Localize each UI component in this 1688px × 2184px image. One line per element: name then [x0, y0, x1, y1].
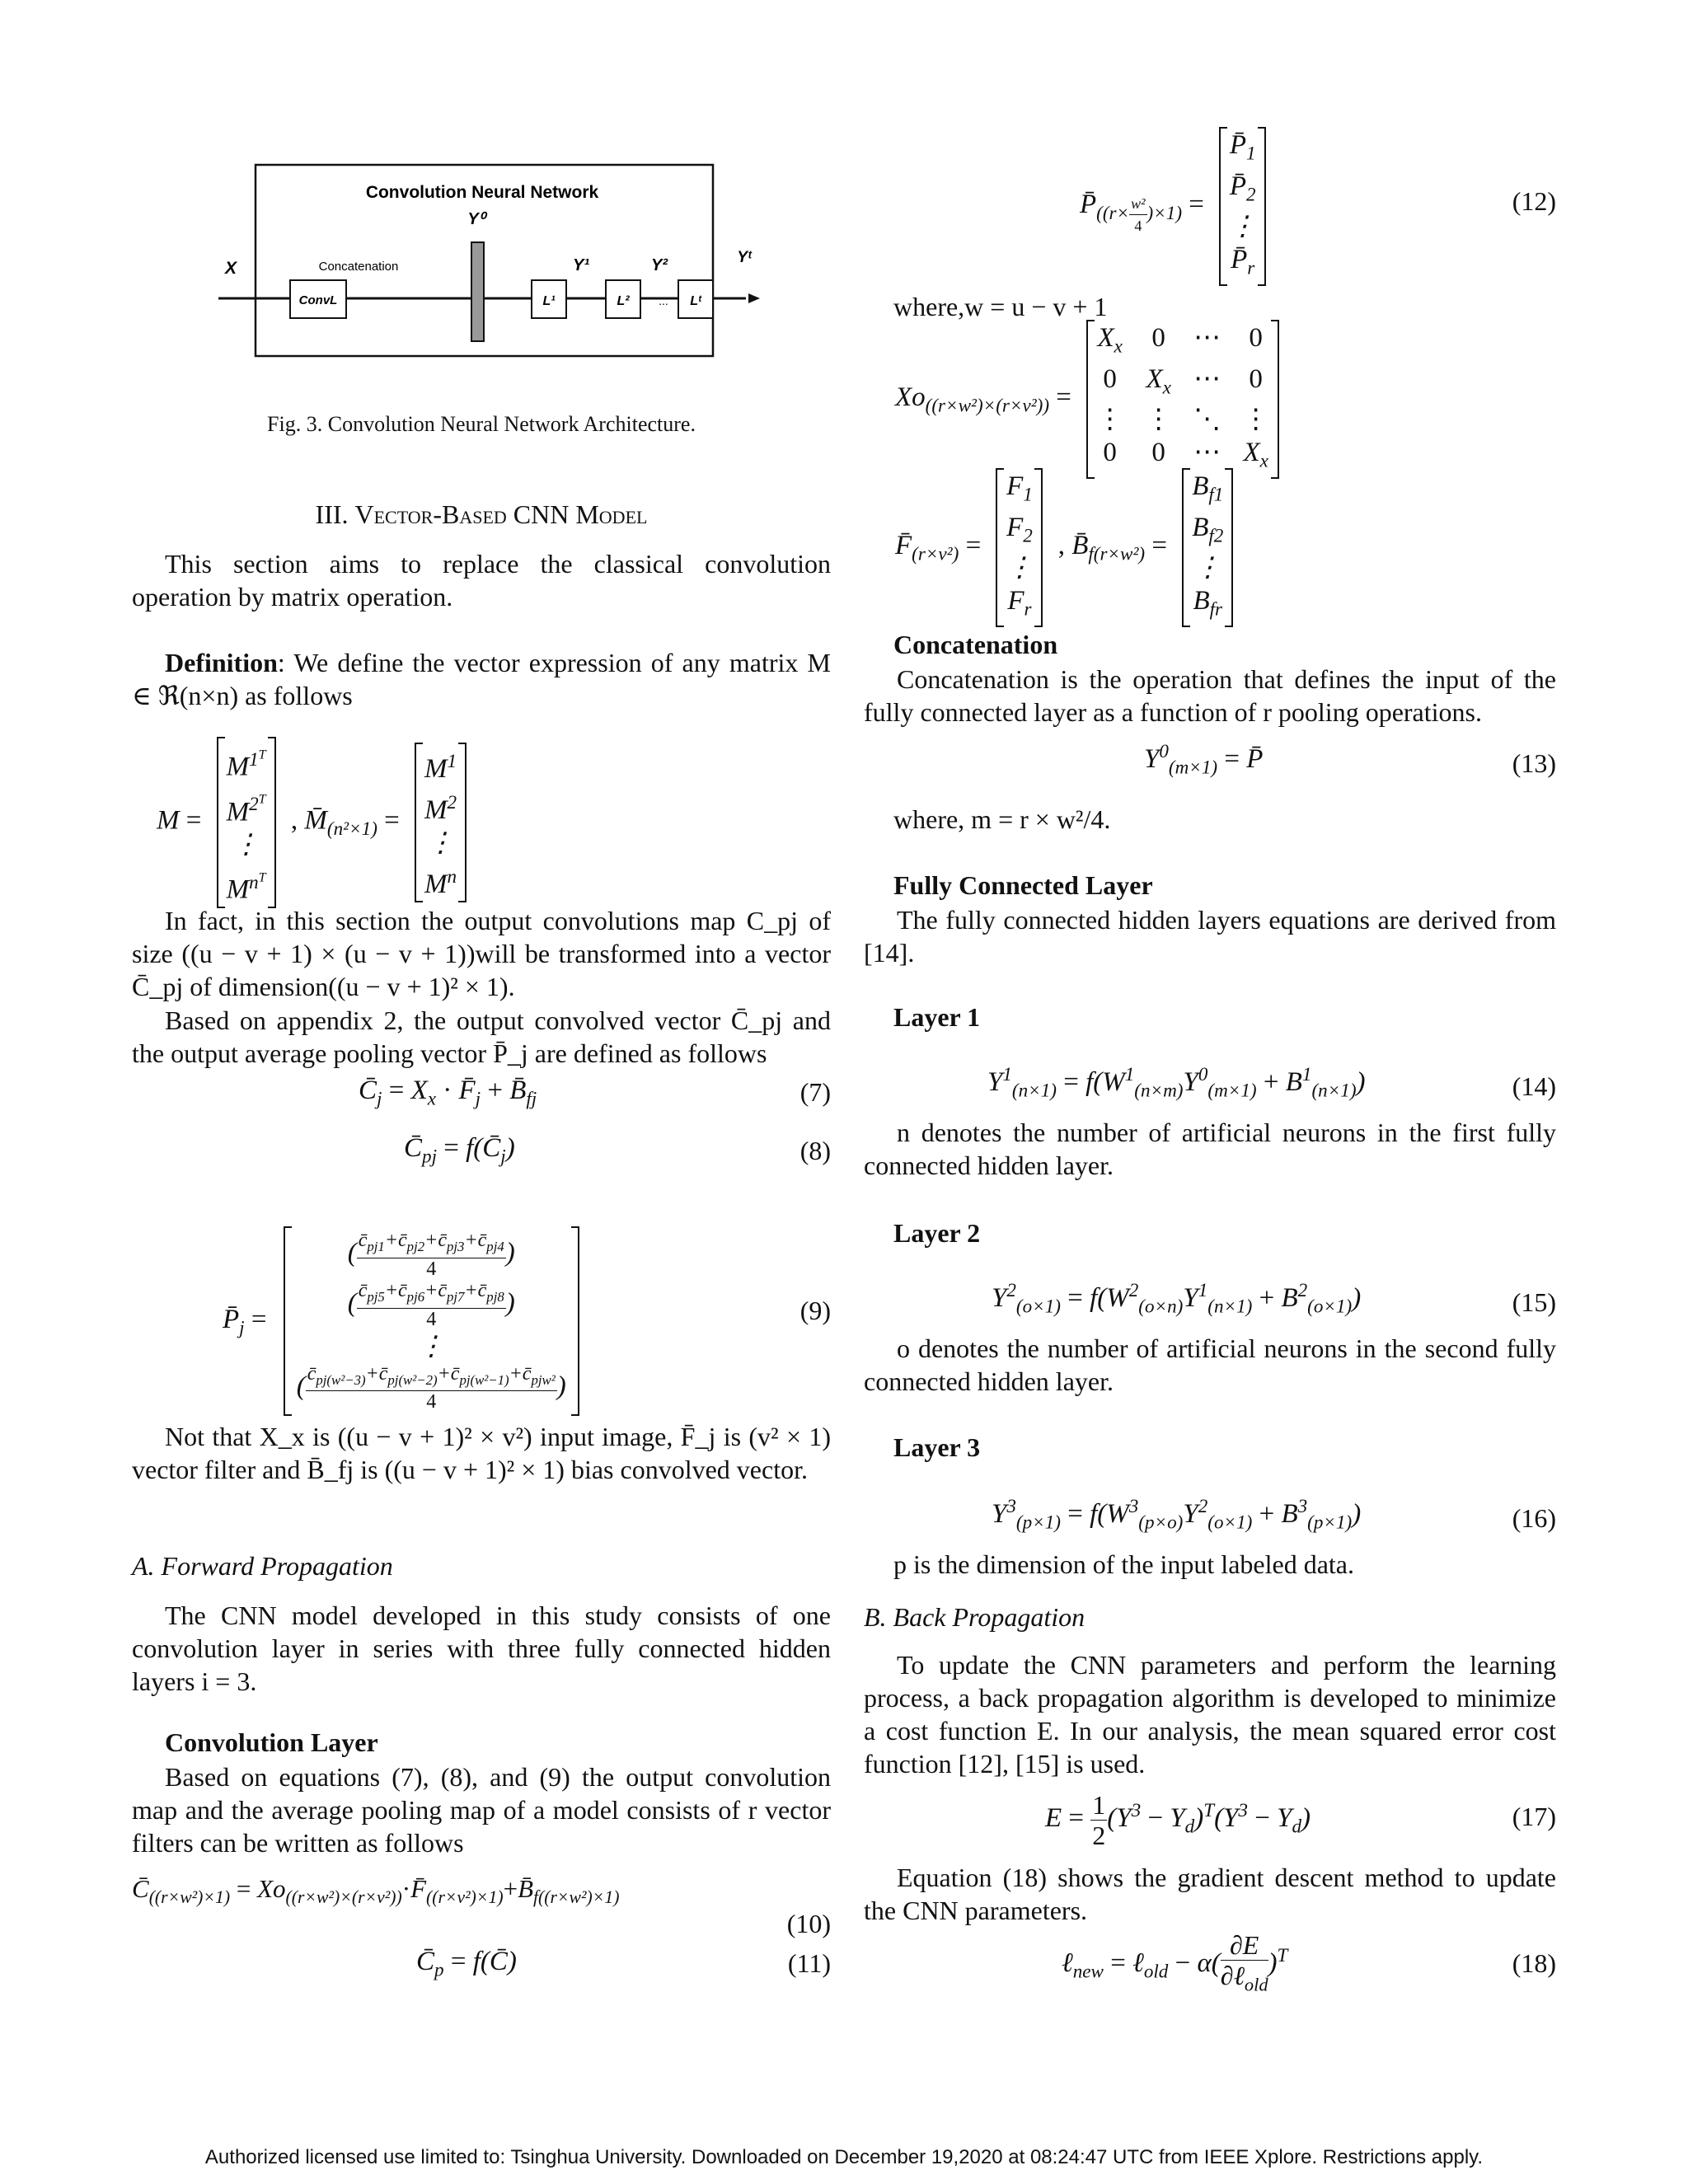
eq-number-18: (18)	[1512, 1948, 1556, 1978]
block-lt: Lᵗ	[690, 294, 701, 308]
paragraph-note: Not that X_x is ((u − v + 1)² × v²) input image, F̄_j is (v² × 1) vector filter and B̄_fj is ((u − v + 1)² × 1) bias convolved vector.	[132, 1422, 831, 1484]
eq-7: $C̄_j = X_x$ · $F̄_j$ + $B̄_{fj}$	[359, 1076, 537, 1109]
paragraph-fully-connected: The fully connected hidden layers equations are derived from [14].	[864, 905, 1556, 968]
figure-caption: Fig. 3. Convolution Neural Network Architecture.	[267, 412, 696, 436]
eq-17: E = $\frac{1}{2}$ $(Y^3 - Y_d)^T(Y^3 - Y_d)$	[1045, 1790, 1311, 1850]
label-yt: Yᵗ	[737, 249, 752, 266]
heading-fully-connected: Fully Connected Layer	[893, 870, 1153, 900]
paragraph-layer-3: p is the dimension of the input labeled data.	[893, 1549, 1354, 1579]
section-heading	[132, 499, 831, 530]
figure-3	[132, 157, 831, 371]
heading-concatenation: Concatenation	[893, 630, 1058, 659]
eq-14: $Y^1_{(n\times 1)} = f(W^1_{(n\times m)}Y^0_{(m\times 1)} + B^1_{(n\times 1)})$	[987, 1063, 1366, 1101]
subsection-back-propagation: B. Back Propagation	[864, 1602, 1085, 1632]
eq-number-7: (7)	[799, 1077, 831, 1107]
definition-text: : We define the vector expression of any matrix M ∈ ℜ(n×n) as follows	[132, 648, 831, 710]
eq-12: $P̄_{((r\times \frac{\text{w²}}{4} )\times 1)}$ = $P̄_1$ $P̄_2$ ⋮ $P̄_r$	[1080, 127, 1266, 286]
eq-11: $C̄_p$ = f(C̄)	[416, 1947, 517, 1980]
section-number: III.	[315, 499, 349, 529]
paragraph-concatenation: Concatenation is the operation that defines the input of the fully connected layer as a function of r pooling operations.	[864, 664, 1556, 727]
eq-number-16: (16)	[1512, 1503, 1556, 1533]
paragraph-intro: This section aims to replace the classical convolution operation by matrix operation.	[132, 549, 831, 612]
eq-xo-matrix: $Xo_{((r\times w^2)\times(r\times v^2))}$ = $X_x$ 0 ⋯ 0 0 $X_x$ ⋯ 0 ⋮ ⋮ ⋱ ⋮ 0 0 ⋯ $X_x$	[895, 320, 1279, 479]
eq-10: $C̄_{((r\times w^2)\times 1)}$ = $Xo_{((r\times w^2)\times(r\times v^2))}\cdot F̄_{((r\times v^2)\times 1)}+B̄_{f((r\times w^2)\times 1)}$	[132, 1874, 620, 1908]
eq-number-11: (11)	[787, 1948, 831, 1978]
eq-number-10: (10)	[786, 1909, 831, 1938]
paragraph-eq18: Equation (18) shows the gradient descent method to update the CNN parameters.	[864, 1863, 1556, 1925]
block-dots: ...	[659, 294, 668, 307]
paragraph-fact: In fact, in this section the output convolutions map C_pj of size ((u − v + 1) × (u − v + 1))will be transformed into a vector C̄_pj of dimension((u − v + 1)² × 1).	[132, 906, 831, 1001]
eq-number-17: (17)	[1512, 1802, 1556, 1831]
block-l1: L¹	[542, 294, 556, 308]
where-w: where,w = u − v + 1	[893, 292, 1108, 321]
label-y0: Y⁰	[467, 210, 485, 228]
definition-label: Definition	[165, 648, 278, 677]
definition-paragraph	[132, 646, 831, 712]
license-footer: Authorized licensed use limited to: Tsinghua University. Downloaded on December 19,2020 at 08:24:47 UTC from IEEE Xplore. Restrictions apply.	[204, 2146, 1484, 2168]
paragraph-based-on-appendix: Based on appendix 2, the output convolved vector C̄_pj and the output average pooling vector P̄_j are defined as follows	[132, 1005, 831, 1068]
eq-9: $P̄_j$ = ( $\frac{c̄_{pj1}+c̄_{pj2}+c̄_{pj3}+c̄_{pj4}}{4}$ ) ( $\frac{c̄_{pj5}+c̄_{pj6}+c̄_{pj7}+c̄_{pj8}}{4}$ ) ⋮ ( $\frac{c̄_{pj(w^2-3)}+c̄_{pj(w^2-2)}+c̄_{pj(w^2-1)}+c̄_{pjw^2}}{4}$ )	[223, 1226, 579, 1416]
paragraph-layer-2: o denotes the number of artificial neurons in the second fully connected hidden layer.	[864, 1333, 1556, 1396]
paragraph-layer-1: n denotes the number of artificial neurons in the first fully connected hidden layer.	[864, 1118, 1556, 1180]
eq-f-b-vectors: $F̄_{(r\times v^2)}$ = $F_1$ $F_2$ ⋮ $F_r$ , $B̄_{f(r\times w^2)}$ = $B_{f1}$ $B_{f2}$ ⋮ $B_{fr}$	[895, 468, 1233, 627]
eq-number-8: (8)	[799, 1136, 831, 1165]
heading-convolution-layer: Convolution Layer	[165, 1727, 378, 1757]
heading-layer-3: Layer 3	[893, 1432, 981, 1462]
eq-13: $Y^0_{(m\times 1)}$ = P̄	[1144, 740, 1264, 778]
heading-layer-1: Layer 1	[893, 1002, 981, 1032]
eq-matrix-definition: M = $M^{1^T}$ $M^{2^T}$ ⋮ $M^{n^T}$ , $M̄_{(n^2\times 1)}$ = $M^1$ $M^2$ ⋮ $M^n$	[157, 737, 467, 908]
label-concatenation: Concatenation	[318, 260, 399, 274]
label-y1: Y¹	[573, 256, 589, 274]
paragraph-back-propagation: To update the CNN parameters and perform the learning process, a back propagation algorithm is developed to minimize a cost function E. In our analysis, the mean squared error cost function [12], [15] is used.	[864, 1650, 1556, 1779]
block-l2: L²	[617, 294, 630, 308]
paragraph-model: The CNN model developed in this study consists of one convolution layer in series with three fully connected hidden layers i = 3.	[132, 1601, 831, 1696]
eq-number-15: (15)	[1512, 1287, 1556, 1317]
eq-number-9: (9)	[799, 1296, 831, 1325]
eq-16: $Y^3_{(p\times 1)} = f(W^3_{(p\times o)}Y^2_{(o\times 1)} + B^3_{(p\times 1)})$	[992, 1495, 1362, 1533]
eq-number-13: (13)	[1512, 748, 1556, 778]
label-y2: Y²	[651, 256, 668, 274]
eq-8: $C̄_{pj}$ = $f(C̄_j)$	[404, 1133, 515, 1167]
cnn-architecture-diagram	[132, 157, 831, 371]
block-convl: ConvL	[298, 293, 338, 307]
where-m: where, m = r × w²/4.	[893, 804, 1111, 834]
eq-18: ℓ$_{new}$ = ℓ$_{old}$ − α( $\frac{\partial E}{\partial\ell_{old}}$ )$^T$	[1062, 1930, 1288, 1995]
eq-number-14: (14)	[1512, 1071, 1556, 1101]
section-title: Vector-Based CNN Model	[354, 499, 648, 529]
paragraph-convolution: Based on equations (7), (8), and (9) the output convolution map and the average pooling map of a model consists of r vector filters can be written as follows	[132, 1762, 831, 1858]
subsection-forward-propagation: A. Forward Propagation	[132, 1551, 393, 1581]
diagram-title: Convolution Neural Network	[365, 183, 599, 202]
eq-number-12: (12)	[1512, 186, 1556, 216]
eq-15: $Y^2_{(o\times 1)} = f(W^2_{(o\times n)}Y^1_{(n\times 1)} + B^2_{(o\times 1)})$	[992, 1279, 1362, 1317]
heading-layer-2: Layer 2	[893, 1218, 981, 1248]
label-input-x: X	[225, 259, 237, 278]
